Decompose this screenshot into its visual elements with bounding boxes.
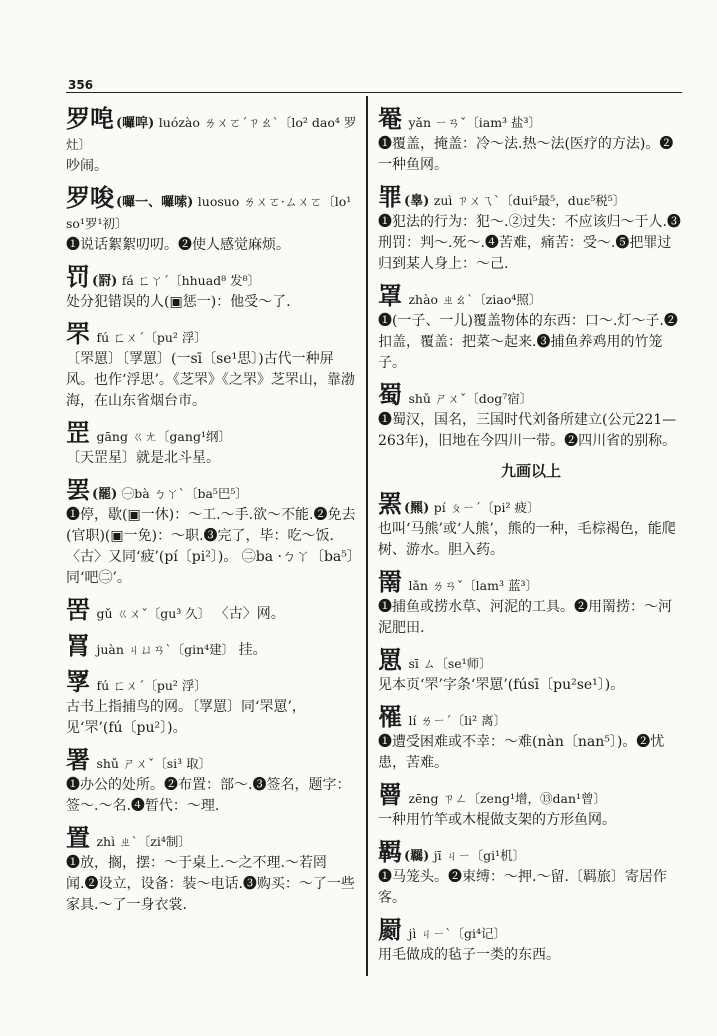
dictionary-entry: [378, 702, 684, 774]
definition: ❶捕鱼或捞水草、河泥的工具。❷用罱捞：～河泥肥田.: [378, 599, 672, 636]
dictionary-entry: [66, 631, 358, 661]
variant-form: (囉一、囉嗦): [116, 195, 194, 210]
dictionary-entry: [378, 780, 684, 831]
pronunciation: luosuo ㄌㄨㄛ·ㄙㄨㄛ〔lo¹ so¹罗¹初〕: [66, 194, 352, 231]
dictionary-entry: [66, 667, 358, 739]
headword: 罦: [66, 668, 90, 696]
dictionary-entry: [66, 418, 358, 469]
pronunciation: juàn ㄐㄩㄢˋ〔gin⁴建〕: [96, 642, 235, 657]
definition: ❶办公的处所。❷布置：部～.❸签名，题字：签～.～名.❹暂代：～理.: [66, 777, 351, 814]
headword: 罚: [66, 263, 90, 291]
pronunciation: gǔ ㄍㄨˇ〔gu³ 久〕: [96, 606, 211, 621]
dictionary-entry: [66, 595, 358, 625]
variant-form: (罷): [92, 487, 118, 502]
headword: 罪: [378, 183, 402, 211]
pronunciation: ㊀bà ㄅㄚˋ〔ba⁵巴⁵〕: [121, 486, 248, 501]
headword: 置: [66, 824, 90, 852]
pronunciation: zhì ㄓˋ〔zi⁴制〕: [96, 834, 191, 849]
variant-form: (罸): [92, 274, 118, 289]
pronunciation: fú ㄈㄨˊ〔pu² 浮〕: [96, 678, 207, 693]
headword: 罗唆: [66, 184, 114, 212]
headword: 罡: [66, 419, 90, 447]
definition: ❶放，搁，摆：～于桌上.～之不理.～若罔闻.❷设立，设备：装～电话.❸购买：～了一些家具.～了一身衣裳.: [66, 855, 355, 913]
dictionary-entry: [66, 745, 358, 817]
dictionary-entry: [378, 104, 684, 176]
headword: 罗唣: [66, 105, 114, 133]
right-column: [378, 104, 684, 972]
dictionary-entry: [66, 823, 358, 916]
left-column: [66, 104, 358, 922]
headword: 罥: [66, 632, 90, 660]
pronunciation: lǎn ㄌㄢˇ〔lam³ 蓝³〕: [408, 578, 538, 593]
page-number: 356: [68, 78, 94, 92]
pronunciation: shǔ ㄕㄨˇ〔dog⁷宿〕: [408, 391, 533, 406]
pronunciation: lí ㄌㄧˊ〔li² 离〕: [408, 713, 507, 728]
definition: ❶犯法的行为：犯～.②过失：不应该归～于人.❸刑罚：判～.死～.❹苦难，痛苦：受～.❺把罪过归到某人身上：～己.: [378, 214, 681, 272]
definition: 用毛做成的毡子一类的东西。: [378, 947, 560, 963]
section-heading: 九画以上: [500, 462, 561, 480]
variant-form: (囉唕): [116, 116, 155, 131]
headword: 罨: [378, 105, 402, 133]
headword: 罩: [378, 282, 402, 310]
pronunciation: zuì ㄗㄨㄟˋ〔dui⁵最⁵，duɛ⁵税⁵〕: [433, 193, 626, 208]
pronunciation: yǎn ㄧㄢˇ〔iam³ 盐³〕: [408, 115, 542, 130]
dictionary-entry: [66, 104, 358, 177]
definition: ❶覆盖，掩盖：冷～法.热～法(医疗的方法)。❷一种鱼网。: [378, 136, 674, 173]
definition: 〔天罡星〕就是北斗星。: [66, 450, 220, 466]
headword: 罽: [378, 916, 402, 944]
headword: 羁: [378, 838, 402, 866]
variant-form: (辠): [404, 194, 430, 209]
pronunciation: fá ㄈㄚˊ〔hhuad⁸ 发⁸〕: [121, 273, 261, 288]
dictionary-entry: [66, 475, 358, 589]
pronunciation: pí ㄆㄧˊ〔pi² 疲〕: [433, 500, 540, 515]
dictionary-entry: [378, 567, 684, 639]
definition: 古书上指捕鸟的网。〔罦罳〕同‘罘罳’，见‘罘’(fú〔pu²〕)。: [66, 699, 306, 736]
dictionary-entry: [66, 319, 358, 412]
dictionary-entry: [66, 183, 358, 256]
headword: 罟: [66, 596, 90, 624]
variant-form: (羆): [404, 501, 430, 516]
pronunciation: sī ㄙ〔se¹师〕: [408, 656, 492, 671]
headword: 蜀: [378, 381, 402, 409]
headword: 罳: [378, 646, 402, 674]
variant-form: (羈): [404, 849, 430, 864]
pronunciation: zēng ㄗㄥ〔zeng¹增，⑬dan¹曾〕: [408, 791, 607, 806]
headword: 罘: [66, 320, 90, 348]
headword: 罾: [378, 781, 402, 809]
definition: ❶(一子、一儿)覆盖物体的东西：口～.灯～子.❷扣盖，覆盖：把菜～起来.❸捕鱼养鸡用的竹笼子。: [378, 313, 678, 371]
dictionary-entry: [378, 915, 684, 966]
definition: ❶说话絮絮叨叨。❷使人感觉麻烦。: [66, 237, 290, 253]
dictionary-entry: [378, 489, 684, 561]
definition: ❶遭受困难或不幸：～难(nàn〔nan⁵〕)。❷忧患，苦难。: [378, 734, 665, 771]
dictionary-entry: [378, 837, 684, 909]
definition: 一种用竹竿或木棍做支架的方形鱼网。: [378, 812, 616, 828]
headword: 罢: [66, 476, 90, 504]
definition: 〔罘罳〕〔罦罳〕(一sī〔se¹思〕)古代一种屏风。也作‘浮思’。《芝罘》《之罘》芝罘山，靠渤海，在山东省烟台市。: [66, 351, 355, 409]
header-rule: [66, 92, 682, 93]
definition: 处分犯错误的人(▣惩一)：他受～了.: [66, 294, 291, 310]
definition: 挂。: [238, 642, 267, 658]
pronunciation: luózào ㄌㄨㄛˊㄗㄠˋ〔lo² dao⁴ 罗灶〕: [66, 115, 357, 152]
pronunciation: jī ㄐㄧ〔gi¹机〕: [433, 848, 526, 863]
pronunciation: shǔ ㄕㄨˇ〔si³ 取〕: [96, 756, 212, 771]
definition: 也叫‘马熊’或‘人熊’，熊的一种，毛棕褐色，能爬树、游水。胆入药。: [378, 521, 676, 558]
column-divider: [366, 96, 368, 976]
definition: ❶蜀汉，国名，三国时代刘备所建立(公元221—263年)，旧地在今四川一带。❷四川省的别称。: [378, 412, 677, 449]
definition: 吵闹。: [66, 158, 108, 174]
pronunciation: fú ㄈㄨˊ〔pu² 浮〕: [96, 330, 207, 345]
definition: ❶停，歇(▣一休)：～工.～手.欲～不能.❷免去(官职)(▣一免)：～职.❸完了，毕：吃～饭. 〈古〉又同‘疲’(pí〔pi²〕)。 ㊁ba ·ㄅㄚ〔ba⁵〕同‘吧㊁’。: [66, 507, 356, 586]
dictionary-entry: [378, 281, 684, 374]
dictionary-entry: [66, 262, 358, 313]
headword: 罱: [378, 568, 402, 596]
headword: 罹: [378, 703, 402, 731]
definition: 〈古〉网。: [214, 606, 285, 622]
definition: ❶马笼头。❷束缚：～押.～留.〔羁旅〕寄居作客。: [378, 869, 667, 906]
pronunciation: zhào ㄓㄠˋ〔ziao⁴照〕: [408, 292, 542, 307]
headword: 罴: [378, 490, 402, 518]
pronunciation: jì ㄐㄧˋ〔gi⁴记〕: [408, 926, 507, 941]
dictionary-entry: [378, 182, 684, 275]
dictionary-entry: [378, 380, 684, 452]
definition: 见本页‘罘’字条‘罘罳’(fúsī〔pu²se¹〕)。: [378, 677, 625, 693]
pronunciation: gāng ㄍㄤ〔gang¹纲〕: [96, 429, 231, 444]
dictionary-entry: [378, 645, 684, 696]
headword: 署: [66, 746, 90, 774]
